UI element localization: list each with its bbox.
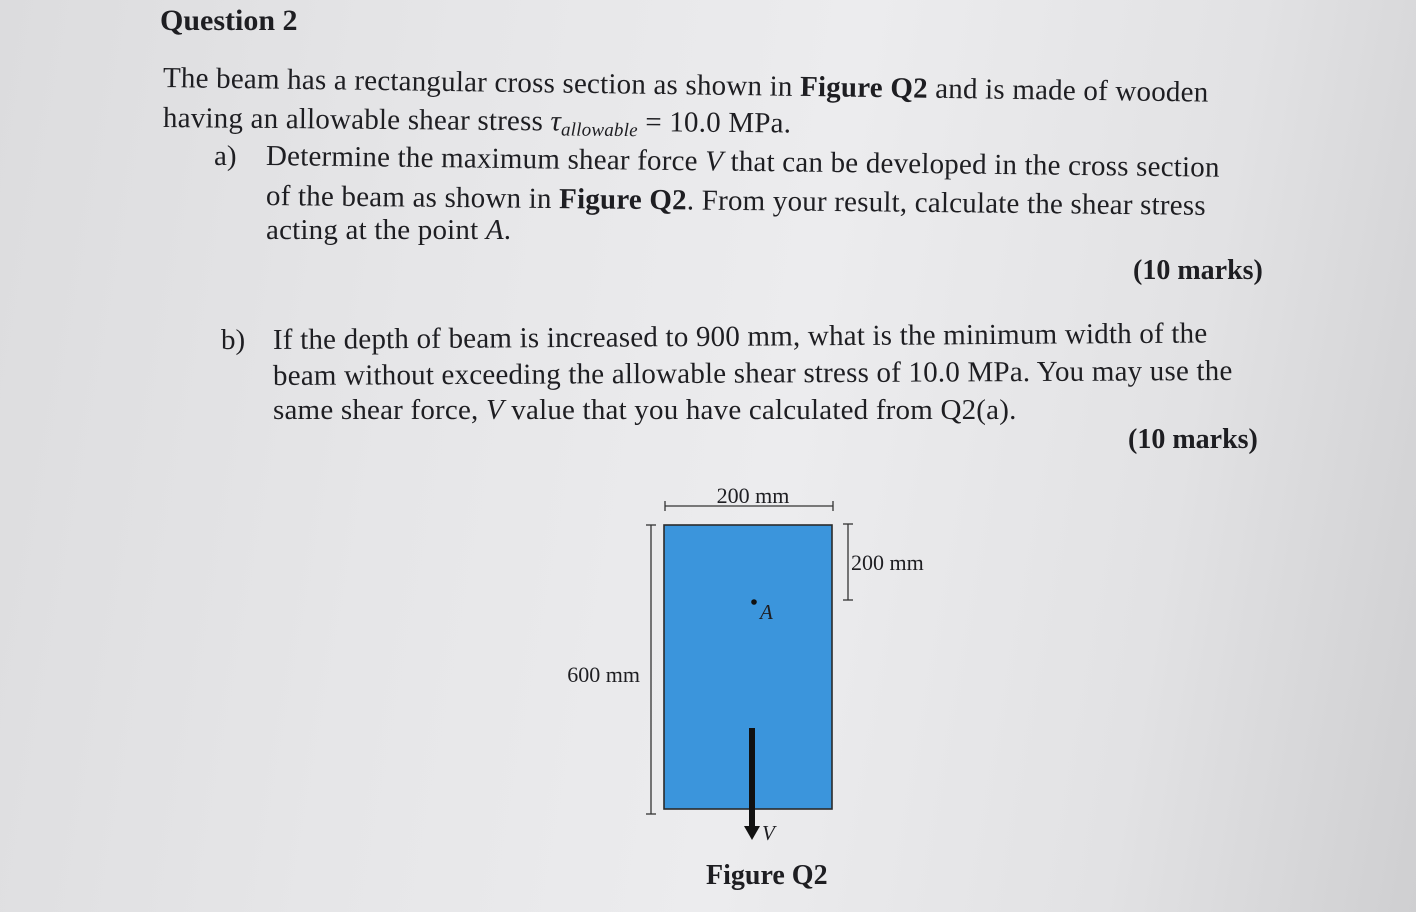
intro-text: having an allowable shear stress bbox=[162, 102, 551, 138]
part-a-label: a) bbox=[214, 140, 237, 172]
part-b-marks: (10 marks) bbox=[1128, 424, 1258, 455]
point-offset-label: 200 mm bbox=[851, 550, 924, 575]
part-a-line-1 bbox=[266, 140, 1220, 185]
shear-force-symbol: V bbox=[704, 145, 724, 178]
shear-force-symbol: V bbox=[485, 394, 504, 426]
part-a-text: Determine the maximum shear force bbox=[265, 140, 706, 178]
part-a-text: . From your result, calculate the shear stress bbox=[686, 184, 1206, 222]
part-a-text: of the beam as shown in bbox=[265, 180, 560, 216]
beam-cross-section-figure bbox=[540, 470, 960, 860]
part-b-line-3 bbox=[273, 394, 1017, 427]
tau-subscript: allowable bbox=[560, 119, 638, 142]
beam-rectangle bbox=[664, 525, 832, 809]
part-b-line-1: If the depth of beam is increased to 900 mm, what is the minimum width of the bbox=[272, 317, 1208, 356]
question-title: Question 2 bbox=[160, 4, 298, 37]
shear-force-label: V bbox=[762, 821, 775, 845]
part-a-text: acting at the point bbox=[266, 214, 486, 246]
part-a-marks: (10 marks) bbox=[1133, 255, 1263, 286]
width-label: 200 mm bbox=[716, 483, 790, 508]
part-b-text: same shear force, bbox=[273, 394, 486, 426]
intro-text: The beam has a rectangular cross section as shown in bbox=[162, 62, 801, 103]
figure-caption: Figure Q2 bbox=[706, 860, 828, 891]
part-a-line-3 bbox=[266, 214, 511, 247]
part-b-label: b) bbox=[221, 324, 246, 356]
shear-force-arrowhead bbox=[744, 826, 760, 840]
point-a-marker bbox=[751, 599, 757, 605]
intro-text: and is made of wooden bbox=[927, 72, 1209, 109]
point-symbol: A bbox=[485, 214, 504, 246]
intro-text: = 10.0 MPa. bbox=[637, 106, 792, 140]
figure-reference: Figure Q2 bbox=[558, 183, 688, 217]
height-label: 600 mm bbox=[567, 662, 640, 687]
part-a-text: that can be developed in the cross section bbox=[722, 145, 1220, 184]
tau-symbol: τ bbox=[550, 105, 562, 138]
part-a-text: . bbox=[503, 214, 512, 246]
intro-line-2 bbox=[163, 102, 791, 140]
point-a-label: A bbox=[760, 600, 773, 624]
figure-reference: Figure Q2 bbox=[799, 70, 929, 105]
part-b-line-2: beam without exceeding the allowable shear stress of 10.0 MPa. You may use the bbox=[272, 354, 1233, 392]
part-b-text: value that you have calculated from Q2(a). bbox=[503, 394, 1017, 426]
